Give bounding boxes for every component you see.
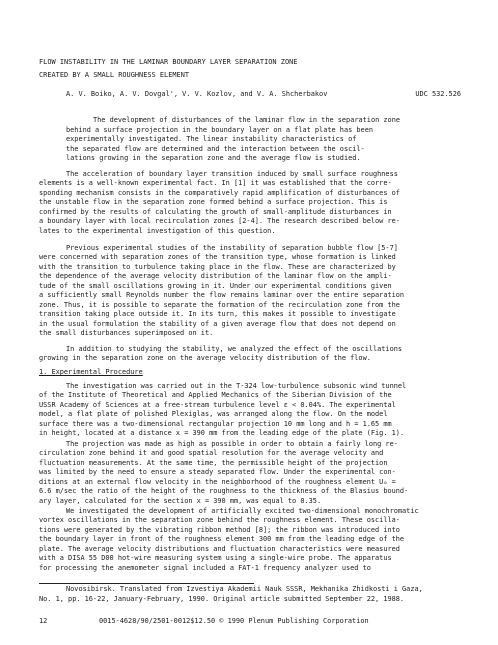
abstract: The development of disturbances of the laminar flow in the separation zone behind a surface projection in the boundary layer on a flat plate has been experimentally investigated. The linear instability characteristics of the separated flow are determined and the interaction between the oscil- lations growing in the separation zone and the average flow is studied. (66, 116, 400, 163)
udc-code: UDC 532.526 (415, 90, 461, 98)
page-number: 12 (39, 617, 48, 625)
footnote-rule (39, 583, 254, 584)
procedure-paragraph-3: We investigated the development of artificially excited two-dimensional monochromatic vortex oscillations in the separation zone behind the roughness element. These oscilla- tions were generated by the vibrating ribbon method [8]; the ribbon was introduced into the boundary layer in front of the roughness element 300 mm from the leading edge of the plate. The average velocity distributions and fluctuation characteristics were measured with a DISA 55 D00 hot-wire measuring system using a single-wire probe. The apparatus for processing the anemometer signal included a FAT-1 frequency analyzer used to (39, 507, 419, 572)
procedure-paragraph-2: The projection was made as high as possible in order to obtain a fairly long re- circulation zone behind it and good spatial resolution for the average velocity and fluctuation measurements. At the same time, the permissible height of the projection was limited by the need to ensure a steady separated flow. Under the experimental con- ditions at an external flow velocity in the neighborhood of the roughness element U₀ = 6.6 m/sec the ratio of the height of the roughness to the thickness of the Blasius bound- ary layer, calculated for the section x = 390 mm, was equal to 0.35. (39, 440, 409, 505)
intro-paragraph-2: Previous experimental studies of the instability of separation bubble flow [5-7] were concerned with separation zones of the transition type, whose formation is linked with the transition to turbulence taking place in the flow. These are characterized by the dependence of the average velocity distribution of the laminar flow on the ampli- tude of the small oscillations growing in it. Under our experimental conditions given a sufficiently small Reynolds number the flow remains laminar over the entire separation zone. Thus, it is possible to separate the formation of the recirculation zone from the transition taking place outside it. In its turn, this makes it possible to investigate in the usual formulation the stability of a given average flow that does not depend on the small disturbances superimposed on it. (39, 244, 405, 338)
copyright-code: 0015-4628/90/2501-0012$12.50 © 1990 Plenum Publishing Corporation (99, 617, 369, 625)
author-list: A. V. Boiko, A. V. Dovgal', V. V. Kozlov, and V. A. Shcherbakov (66, 90, 328, 98)
intro-paragraph-3: In addition to studying the stability, we analyzed the effect of the oscillations growing in the separation zone on the average velocity distribution of the flow. (39, 345, 403, 363)
section-heading: 1. Experimental Procedure (39, 368, 143, 376)
procedure-paragraph-1: The investigation was carried out in the T-324 low-turbulence subsonic wind tunnel of the Institute of Theoretical and Applied Mechanics of the Siberian Division of the USSR Academy of Sciences at a free-stream turbulence level ε < 0.04%. The experimental model, a flat plate of polished Plexiglas, was arranged along the flow. On the model surface there was a two-dimensional rectangular projection 10 mm long and h = 1.65 mm in height, located at a distance x = 390 mm from the leading edge of the plate (Fig. 1). (39, 382, 407, 438)
paper-title: FLOW INSTABILITY IN THE LAMINAR BOUNDARY LAYER SEPARATION ZONE CREATED BY A SMALL ROUGHNESS ELEMENT (39, 58, 298, 79)
footnote: Novosibirsk. Translated from Izvestiya Akademii Nauk SSSR, Mekhanika Zhidkosti i Gaza, No. 1, pp. 16-22, January-February, 1990. Original article submitted September 22, 1988. (39, 585, 423, 603)
intro-paragraph-1: The acceleration of boundary layer transition induced by small surface roughness elements is a well-known experimental fact. In [1] it was established that the corre- sponding mechanism consists in the comparatively rapid amplification of disturbances of the unstable flow in the separation zone formed behind a surface projection. This is confirmed by the results of calculating the growth of small-amplitude disturbances in a boundary layer with local recirculation zones [2-4]. The research described below re- lates to the experimental investigation of this question. (39, 170, 400, 235)
